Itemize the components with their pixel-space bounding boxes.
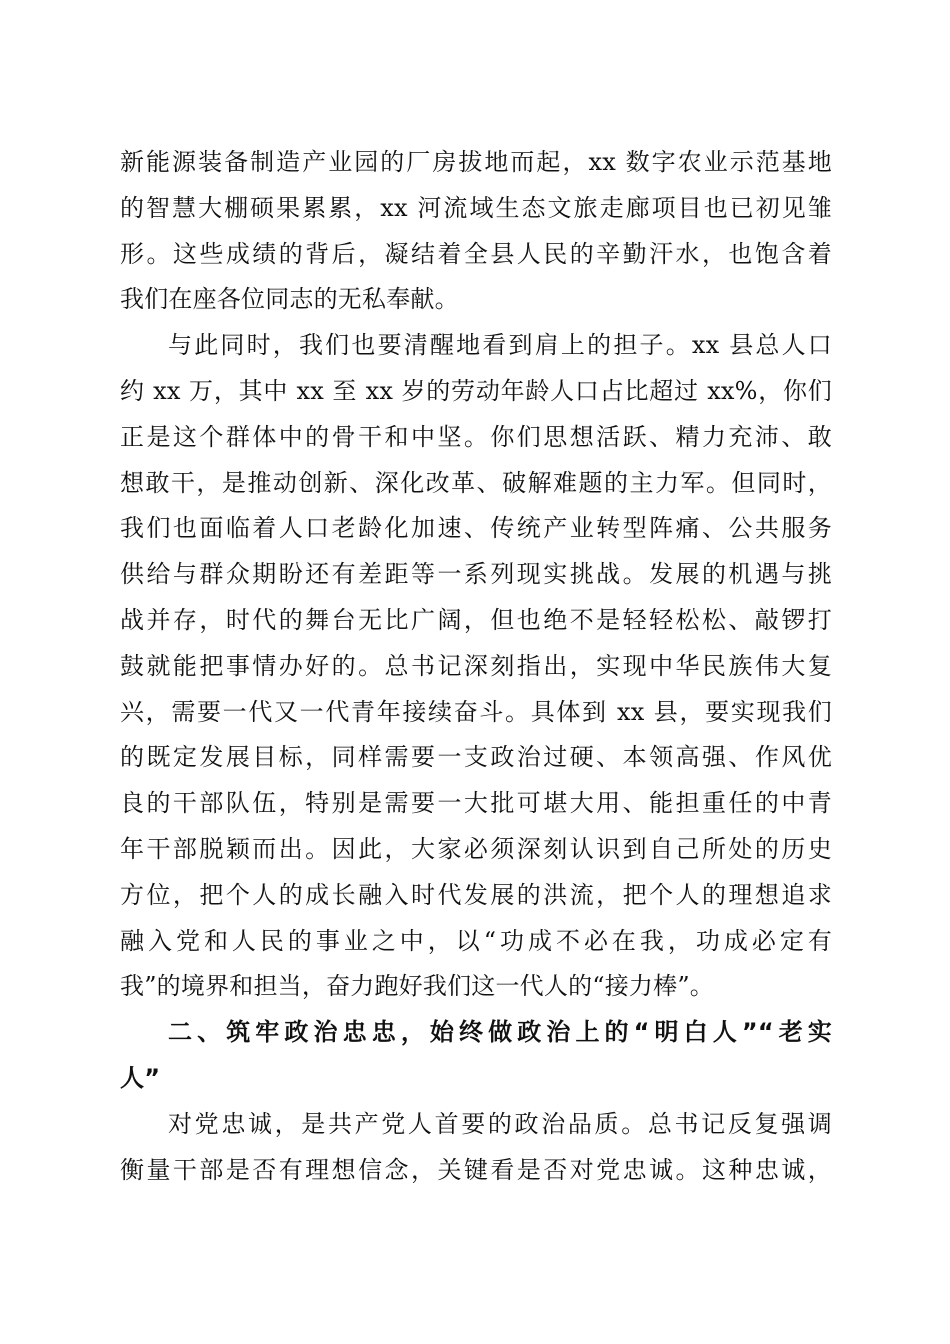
text-line: 战并存，时代的舞台无比广阔，但也绝不是轻轻松松、敲锣打 [120, 605, 832, 634]
text-line: 衡量干部是否有理想信念，关键看是否对党忠诚。这种忠诚， [120, 1155, 832, 1184]
section-heading: 二、筑牢政治忠忠，始终做政治上的“明白人”“老实 [168, 1018, 832, 1047]
text-line: 方位，把个人的成长融入时代发展的洪流，把个人的理想追求 [120, 880, 832, 909]
text-line: 的既定发展目标，同样需要一支政治过硬、本领高强、作风优 [120, 743, 832, 772]
text-line: 融入党和人民的事业之中，以“功成不必在我，功成必定有 [120, 926, 832, 955]
text-line: 我们在座各位同志的无私奉献。 [120, 285, 459, 314]
text-line: 正是这个群体中的骨干和中坚。你们思想活跃、精力充沛、敢 [120, 422, 832, 451]
paragraph-first-line: 对党忠诚，是共产党人首要的政治品质。总书记反复强调 [168, 1109, 832, 1138]
text-line: 鼓就能把事情办好的。总书记深刻指出，实现中华民族伟大复 [120, 651, 832, 680]
paragraph-first-line: 与此同时，我们也要清醒地看到肩上的担子。xx 县总人口 [168, 331, 832, 360]
document-body [120, 140, 832, 1193]
text-line: 兴，需要一代又一代青年接续奋斗。具体到 xx 县，要实现我们 [120, 697, 832, 726]
text-line: 约 xx 万，其中 xx 至 xx 岁的劳动年龄人口占比超过 xx%，你们 [120, 376, 832, 405]
text-line: 供给与群众期盼还有差距等一系列现实挑战。发展的机遇与挑 [120, 560, 832, 589]
text-line: 新能源装备制造产业园的厂房拔地而起，xx 数字农业示范基地 [120, 148, 832, 176]
text-line: 年干部脱颖而出。因此，大家必须深刻认识到自己所处的历史 [120, 834, 832, 863]
section-heading-continued: 人” [120, 1063, 161, 1092]
text-line: 想敢干，是推动创新、深化改革、破解难题的主力军。但同时， [120, 468, 832, 497]
text-line: 的智慧大棚硕果累累，xx 河流域生态文旅走廊项目也已初见雏 [120, 193, 832, 222]
text-line: 良的干部队伍，特别是需要一大批可堪大用、能担重任的中青 [120, 789, 832, 818]
text-line: 我”的境界和担当，奋力跑好我们这一代人的“接力棒”。 [120, 972, 715, 1001]
text-line: 形。这些成绩的背后，凝结着全县人民的辛勤汗水，也饱含着 [120, 239, 832, 268]
text-line: 我们也面临着人口老龄化加速、传统产业转型阵痛、公共服务 [120, 514, 832, 543]
